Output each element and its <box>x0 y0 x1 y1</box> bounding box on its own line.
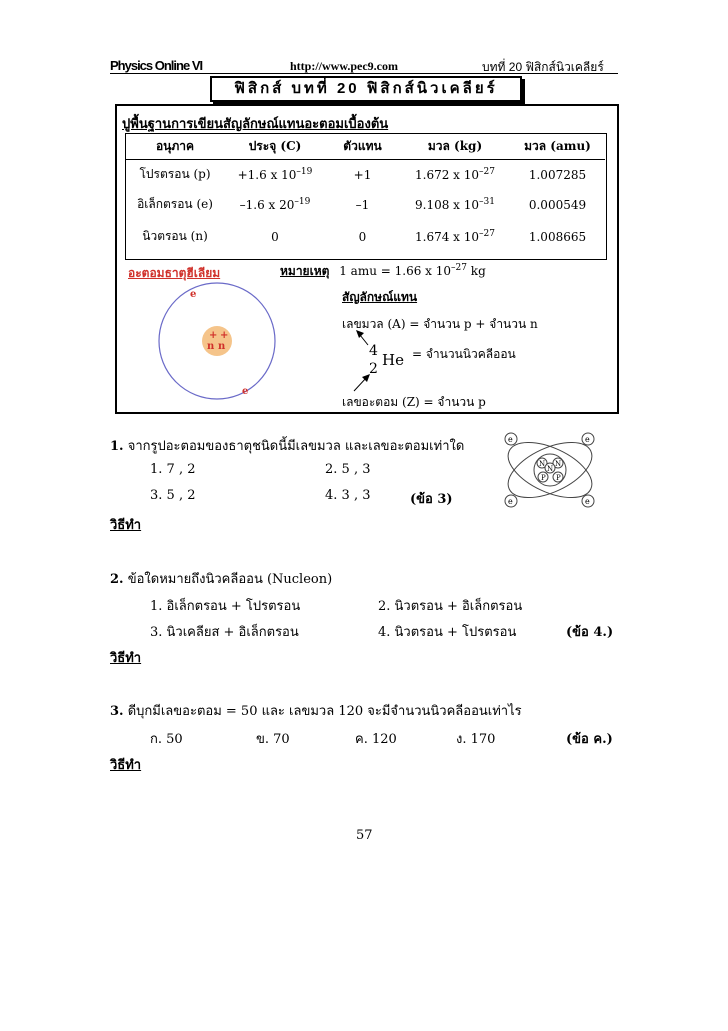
page-title: ฟิสิกส์ บทที่ 20 ฟิสิกส์นิวเคลียร์ <box>210 76 522 102</box>
col-header: ประจุ (C) <box>225 133 325 160</box>
choice: ง. 170 <box>456 732 496 747</box>
choice: 1. 7 , 2 <box>150 462 196 477</box>
particle-charge: –1.6 x $20^{-19}$ <box>239 197 311 212</box>
particle-charge: 0 <box>271 230 279 244</box>
electron-label: e <box>190 289 197 300</box>
question-text: ดีบุกมีเลขอะตอม = 50 และ เลขมวล 120 จะมีจำนวนนิวคลีออนเท่าไร <box>127 704 522 719</box>
method-label: วิธีทำ <box>110 651 142 666</box>
note-unit: kg <box>470 264 486 278</box>
neutron-label: n <box>207 341 215 352</box>
method-label: วิธีทำ <box>110 758 142 773</box>
particle-mass-amu: 0.000549 <box>528 197 587 212</box>
question-2 <box>110 568 332 589</box>
particle-name: นิวตรอน (n) <box>142 229 208 243</box>
note <box>280 262 486 281</box>
answer: (ข้อ 3) <box>410 492 453 507</box>
nucleon-def: = จำนวนนิวคลีออน <box>412 347 516 361</box>
header-divider <box>110 73 618 74</box>
question-3 <box>110 700 522 721</box>
electron-label: e <box>585 497 590 506</box>
proton-sign: + <box>209 330 218 341</box>
neutron-label: N <box>539 460 546 468</box>
helium-atom-diagram <box>122 275 322 410</box>
header-left: Physics Online VI <box>110 58 203 73</box>
col-header: มวล (amu) <box>510 133 605 160</box>
particle-mass-kg: 1.672 x $10^{-27}$ <box>415 167 495 183</box>
choice: ก. 50 <box>150 732 183 747</box>
proton-label: P <box>556 474 561 482</box>
method-label: วิธีทำ <box>110 518 142 533</box>
question-1 <box>110 435 464 456</box>
particle-name: อิเล็กตรอน (e) <box>137 197 213 211</box>
table-row <box>125 160 605 190</box>
symbol-title: สัญลักษณ์แทน <box>342 290 418 304</box>
particle-mass-kg: 9.108 x $10^{-31}$ <box>415 197 495 212</box>
choice: 4. 3 , 3 <box>325 488 371 503</box>
particle-symbol: –1 <box>355 197 370 212</box>
particle-mass-amu: 1.007285 <box>528 167 587 182</box>
choice: 4. นิวตรอน + โปรตรอน <box>378 625 517 640</box>
col-header: ตัวแทน <box>325 133 400 160</box>
question-number: 1. <box>110 439 124 454</box>
electron-label: e <box>508 435 513 444</box>
particle-name: โปรตรอน (p) <box>139 167 211 182</box>
neutron-label: N <box>555 460 562 468</box>
particle-charge: +1.6 x $10^{-19}$ <box>237 167 313 183</box>
choice: ค. 120 <box>355 732 397 747</box>
choice: ข. 70 <box>256 732 290 747</box>
table-row <box>125 190 605 220</box>
question-text: จากรูปอะตอมของธาตุชนิดนี้มีเลขมวล และเลขอะตอมเท่าใด <box>127 439 465 454</box>
note-exponent: –27 <box>451 263 467 273</box>
col-header: อนุภาค <box>125 133 225 160</box>
arrow-head <box>356 330 364 338</box>
particle-table <box>125 133 605 254</box>
neutron-label: n <box>218 341 226 352</box>
header-url: http://www.pec9.com <box>290 59 398 73</box>
atom-diagram-title: อะตอมธาตุฮีเลียม <box>128 266 221 280</box>
choice: 1. อิเล็กตรอน + โปรตรอน <box>150 599 301 614</box>
arrow-line <box>360 335 368 345</box>
atomic-number-def: เลขอะตอม (Z) = จำนวน p <box>342 395 486 409</box>
answer: (ข้อ ค.) <box>566 732 613 747</box>
choice: 2. 5 , 3 <box>325 462 371 477</box>
neutron-label: N <box>547 465 554 473</box>
question-number: 2. <box>110 572 124 587</box>
header-chapter: บทที่ 20 ฟิสิกส์นิวเคลียร์ <box>482 60 604 74</box>
lithium-atom-diagram <box>500 430 600 510</box>
table-row <box>125 220 605 254</box>
mass-number-def: เลขมวล (A) = จำนวน p + จำนวน n <box>342 317 538 331</box>
element-symbol: He <box>382 351 404 369</box>
note-label: หมายเหตุ <box>280 264 330 278</box>
answer: (ข้อ 4.) <box>566 625 614 640</box>
choice: 2. นิวตรอน + อิเล็กตรอน <box>378 599 523 614</box>
atomic-number-value: 2 <box>369 361 378 377</box>
mass-number-value: 4 <box>369 343 378 359</box>
proton-label: P <box>541 474 546 482</box>
particle-mass-kg: 1.674 x $10^{-27}$ <box>415 229 495 244</box>
choice: 3. นิวเคลียส + อิเล็กตรอน <box>150 625 299 640</box>
electron-label: e <box>242 386 249 397</box>
particle-mass-amu: 1.008665 <box>528 229 587 244</box>
particle-symbol: +1 <box>353 167 372 182</box>
choice: 3. 5 , 2 <box>150 488 196 503</box>
question-number: 3. <box>110 704 124 719</box>
proton-sign: + <box>220 330 229 341</box>
question-text: ข้อใดหมายถึงนิวคลีออน (Nucleon) <box>127 572 333 587</box>
page-number: 57 <box>356 828 373 843</box>
note-text: 1 amu = 1.66 x 10 <box>339 264 452 278</box>
col-header: มวล (kg) <box>400 133 510 160</box>
particle-symbol: 0 <box>358 229 367 244</box>
electron-label: e <box>508 497 513 506</box>
section-subtitle: ปูพื้นฐานการเขียนสัญลักษณ์แทนอะตอมเบื้องต้น <box>122 117 389 132</box>
electron-label: e <box>585 435 590 444</box>
